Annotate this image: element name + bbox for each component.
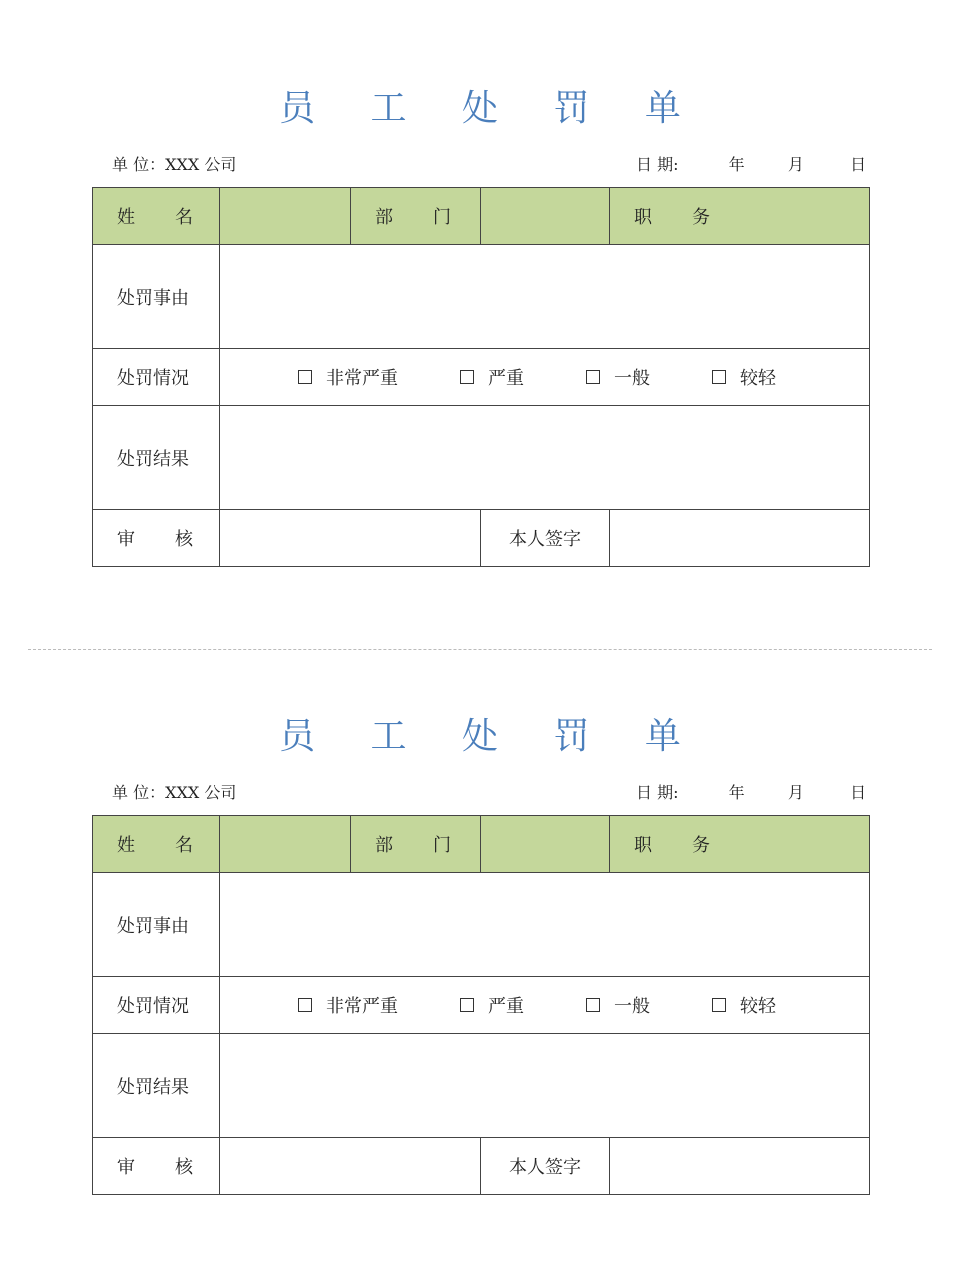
option-severe[interactable] <box>460 364 524 390</box>
option-label: 较轻 <box>740 368 776 389</box>
option-very-severe[interactable] <box>298 364 398 390</box>
label-char: 审 <box>117 529 135 550</box>
date-day: 日 <box>850 155 867 174</box>
option-label: 严重 <box>488 368 524 389</box>
reason-input-cell[interactable] <box>220 245 870 349</box>
date-year: 年 <box>728 783 745 802</box>
situation-options <box>220 349 870 406</box>
company-unit: 单 位：XXX 公司 <box>112 155 237 174</box>
label-char: 名 <box>175 207 193 228</box>
position-cell[interactable] <box>610 816 870 873</box>
checkbox-icon[interactable] <box>712 998 726 1012</box>
option-label: 一般 <box>614 996 650 1017</box>
form-title: 员 工 处 罚 单 <box>279 88 703 129</box>
penalty-form <box>0 0 960 600</box>
review-label-cell <box>93 510 220 567</box>
label-char: 部 <box>375 207 393 228</box>
label-char: 职 <box>634 835 652 856</box>
checkbox-icon[interactable] <box>298 370 312 384</box>
result-input-cell[interactable] <box>220 406 870 510</box>
label-char: 门 <box>433 207 451 228</box>
checkbox-icon[interactable] <box>586 998 600 1012</box>
option-normal[interactable] <box>586 364 650 390</box>
name-input-cell[interactable] <box>220 188 351 245</box>
review-input-cell[interactable] <box>220 510 481 567</box>
penalty-form <box>0 628 960 1228</box>
option-very-severe[interactable] <box>298 992 398 1018</box>
signature-label: 本人签字 <box>481 510 610 567</box>
label-char: 部 <box>375 835 393 856</box>
company-unit: 单 位：XXX 公司 <box>112 783 237 802</box>
date-day: 日 <box>850 783 867 802</box>
dept-label-cell <box>351 188 481 245</box>
checkbox-icon[interactable] <box>298 998 312 1012</box>
option-severe[interactable] <box>460 992 524 1018</box>
date-label: 日 期: <box>636 155 679 174</box>
label-char: 姓 <box>117 835 135 856</box>
situation-options <box>220 977 870 1034</box>
checkbox-icon[interactable] <box>460 998 474 1012</box>
penalty-table <box>92 187 870 567</box>
result-input-cell[interactable] <box>220 1034 870 1138</box>
label-char: 核 <box>175 529 193 550</box>
label-char: 审 <box>117 1157 135 1178</box>
option-label: 一般 <box>614 368 650 389</box>
label-char: 姓 <box>117 207 135 228</box>
signature-input-cell[interactable] <box>610 1138 870 1195</box>
date-month: 月 <box>787 155 804 174</box>
option-light[interactable] <box>712 364 776 390</box>
situation-label: 处罚情况 <box>93 349 220 406</box>
reason-label: 处罚事由 <box>93 245 220 349</box>
name-label-cell <box>93 188 220 245</box>
position-cell[interactable] <box>610 188 870 245</box>
checkbox-icon[interactable] <box>712 370 726 384</box>
review-label-cell <box>93 1138 220 1195</box>
situation-label: 处罚情况 <box>93 977 220 1034</box>
label-char: 核 <box>175 1157 193 1178</box>
option-label: 非常严重 <box>326 368 398 389</box>
reason-input-cell[interactable] <box>220 873 870 977</box>
dept-label-cell <box>351 816 481 873</box>
date-label: 日 期: <box>636 783 679 802</box>
date-line <box>636 780 866 803</box>
checkbox-icon[interactable] <box>460 370 474 384</box>
signature-label: 本人签字 <box>481 1138 610 1195</box>
option-light[interactable] <box>712 992 776 1018</box>
label-char: 职 <box>634 207 652 228</box>
label-char: 门 <box>433 835 451 856</box>
name-label-cell <box>93 816 220 873</box>
option-label: 严重 <box>488 996 524 1017</box>
name-input-cell[interactable] <box>220 816 351 873</box>
reason-label: 处罚事由 <box>93 873 220 977</box>
review-input-cell[interactable] <box>220 1138 481 1195</box>
penalty-table <box>92 815 870 1195</box>
checkbox-icon[interactable] <box>586 370 600 384</box>
option-normal[interactable] <box>586 992 650 1018</box>
date-month: 月 <box>787 783 804 802</box>
date-line <box>636 152 866 175</box>
dept-input-cell[interactable] <box>481 816 610 873</box>
form-title: 员 工 处 罚 单 <box>279 716 703 757</box>
label-char: 务 <box>692 207 710 228</box>
option-label: 较轻 <box>740 996 776 1017</box>
dept-input-cell[interactable] <box>481 188 610 245</box>
option-label: 非常严重 <box>326 996 398 1017</box>
label-char: 名 <box>175 835 193 856</box>
signature-input-cell[interactable] <box>610 510 870 567</box>
result-label: 处罚结果 <box>93 1034 220 1138</box>
date-year: 年 <box>728 155 745 174</box>
result-label: 处罚结果 <box>93 406 220 510</box>
label-char: 务 <box>692 835 710 856</box>
